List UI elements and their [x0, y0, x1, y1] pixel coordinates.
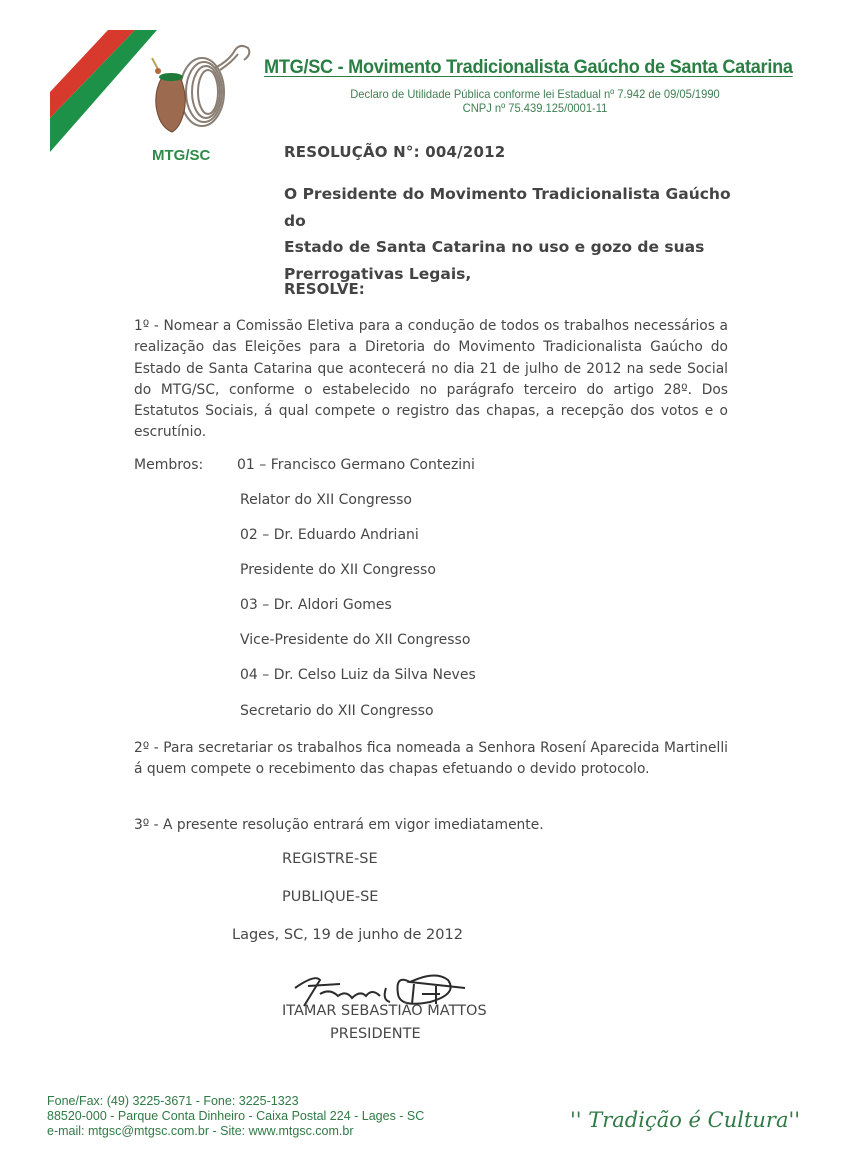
- preamble-line: Prerrogativas Legais,: [284, 264, 472, 283]
- motto: '' Tradição é Cultura'': [570, 1108, 801, 1132]
- footer-address: 88520-000 - Parque Conta Dinheiro - Caixa Postal 224 - Lages - SC: [47, 1109, 425, 1123]
- article-2: 2º - Para secretariar os trabalhos fica nomeada a Senhora Rosení Aparecida Martinelli á quem compete o recebimento das chapas efetuando o devido protocolo.: [134, 740, 728, 778]
- footer-contact: [47, 1094, 424, 1139]
- member-role: Presidente do XII Congresso: [240, 562, 436, 578]
- member-name: 04 – Dr. Celso Luiz da Silva Neves: [240, 667, 476, 683]
- organization-title: MTG/SC - Movimento Tradicionalista Gaúcho de Santa Catarina: [264, 56, 793, 78]
- member-name: 01 – Francisco Germano Contezini: [237, 457, 475, 473]
- member-role: Relator do XII Congresso: [240, 492, 412, 508]
- member-name: 03 – Dr. Aldori Gomes: [240, 597, 392, 613]
- signatory-name: ITAMAR SEBASTIÃO MATTOS: [282, 1003, 487, 1019]
- logo-caption: MTG/SC: [152, 147, 211, 164]
- resolution-title: RESOLUÇÃO N°: 004/2012: [284, 143, 506, 161]
- member-name: 02 – Dr. Eduardo Andriani: [240, 527, 419, 543]
- article-1: 1º - Nomear a Comissão Eletiva para a condução de todos os trabalhos necessários a realização das Eleições para a Diretoria do Movimento Tradicionalista Gaúcho do Estado de Santa Catarina que acontecerá no dia 21 de julho de 2012 na sede Social do MTG/SC, conforme o estabelecido no parágrafo terceiro do artigo 28º. Dos Estatutos Sociais, á qual compete o registro das chapas, a recepção dos votos e o escrutínio.: [134, 318, 728, 441]
- preamble: [284, 181, 754, 287]
- members-label: Membros:: [134, 457, 204, 473]
- footer-email-site: e-mail: mtgsc@mtgsc.com.br - Site: www.mtgsc.com.br: [47, 1124, 354, 1138]
- footer-phones: Fone/Fax: (49) 3225-3671 - Fone: 3225-1323: [47, 1094, 299, 1108]
- member-role: Vice-Presidente do XII Congresso: [240, 632, 471, 648]
- preamble-line: Estado de Santa Catarina no uso e gozo de suas: [284, 238, 705, 256]
- publish-line: PUBLIQUE-SE: [282, 889, 379, 905]
- article-3: 3º - A presente resolução entrará em vigor imediatamente.: [134, 817, 544, 833]
- register-line: REGISTRE-SE: [282, 851, 378, 867]
- preamble-line: O Presidente do Movimento Tradicionalista Gaúcho do: [284, 185, 731, 230]
- chimarrao-lasso-emblem: [140, 40, 260, 140]
- utility-declaration: Declaro de Utilidade Pública conforme lei Estadual nº 7.942 de 09/05/1990: [350, 87, 720, 101]
- signatory-title: PRESIDENTE: [330, 1026, 421, 1042]
- place-date: Lages, SC, 19 de junho de 2012: [232, 927, 463, 943]
- resolve-heading: RESOLVE:: [284, 280, 365, 298]
- member-role: Secretario do XII Congresso: [240, 703, 434, 719]
- cnpj: CNPJ nº 75.439.125/0001-11: [462, 101, 608, 115]
